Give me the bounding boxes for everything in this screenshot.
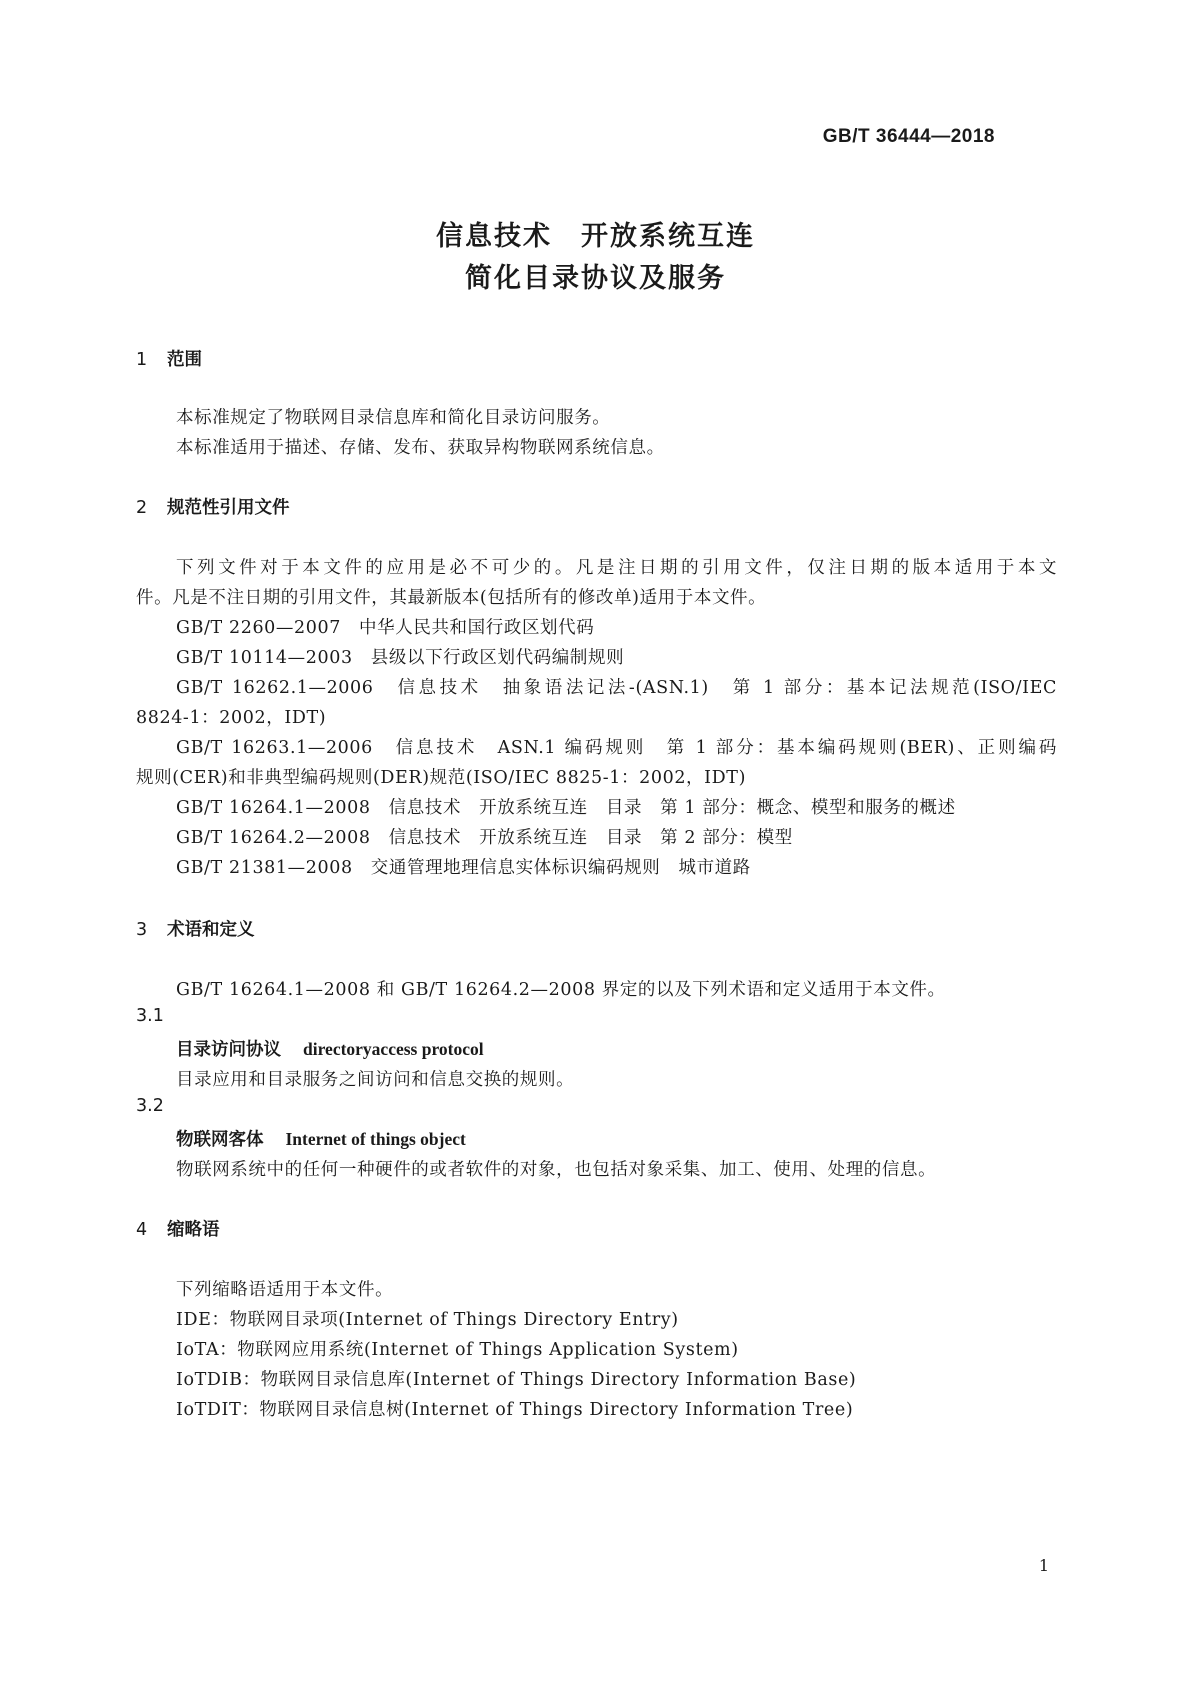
paragraph: 件。凡是不注日期的引用文件，其最新版本(包括所有的修改单)适用于本文件。 <box>136 588 767 608</box>
reference-item: GB/T 10114—2003 县级以下行政区划代码编制规则 <box>176 648 625 668</box>
paragraph: 本标准适用于描述、存储、发布、获取异构物联网系统信息。 <box>176 438 665 458</box>
abbreviation-item: IoTA：物联网应用系统(Internet of Things Application System) <box>176 1340 739 1360</box>
section-title: 规范性引用文件 <box>167 498 290 518</box>
section-number: 4 <box>136 1220 148 1240</box>
reference-item: GB/T 16262.1—2006 信息技术 抽象语法记法-(ASN.1) 第 1 部分：基本记法规范(ISO/IEC <box>176 678 1057 698</box>
term-chinese: 物联网客体 <box>176 1130 264 1150</box>
reference-item: GB/T 16264.1—2008 信息技术 开放系统互连 目录 第 1 部分：概念、模型和服务的概述 <box>176 798 956 818</box>
abbreviation-item: IDE：物联网目录项(Internet of Things Directory Entry) <box>176 1310 679 1330</box>
section-heading-normative-references <box>136 494 290 519</box>
term-entry <box>176 1126 466 1151</box>
term-definition: 物联网系统中的任何一种硬件的或者软件的对象，也包括对象采集、加工、使用、处理的信息。 <box>176 1160 937 1180</box>
term-number: 3.1 <box>136 1006 164 1026</box>
section-heading-terms-definitions <box>136 916 255 941</box>
section-number: 2 <box>136 498 148 518</box>
document-title-line-2: 简化目录协议及服务 <box>465 263 726 294</box>
term-english: Internet of things object <box>285 1129 466 1149</box>
term-number: 3.2 <box>136 1096 164 1116</box>
paragraph: 本标准规定了物联网目录信息库和简化目录访问服务。 <box>176 408 611 428</box>
standard-number: GB/T 36444—2018 <box>822 126 995 147</box>
reference-item-continued: 8824-1：2002，IDT) <box>136 708 327 728</box>
section-title: 术语和定义 <box>167 920 255 940</box>
section-number: 1 <box>136 350 148 370</box>
section-title: 范围 <box>167 350 202 370</box>
section-number: 3 <box>136 920 148 940</box>
paragraph: GB/T 16264.1—2008 和 GB/T 16264.2—2008 界定的以及下列术语和定义适用于本文件。 <box>176 980 946 1000</box>
abbreviation-item: IoTDIT：物联网目录信息树(Internet of Things Directory Information Tree) <box>176 1400 854 1420</box>
section-title: 缩略语 <box>167 1220 220 1240</box>
paragraph: 下列文件对于本文件的应用是必不可少的。凡是注日期的引用文件，仅注日期的版本适用于本文 <box>176 558 1057 578</box>
abbreviation-item: IoTDIB：物联网目录信息库(Internet of Things Directory Information Base) <box>176 1370 857 1390</box>
document-title-line-1: 信息技术 开放系统互连 <box>436 221 755 252</box>
term-chinese: 目录访问协议 <box>176 1040 281 1060</box>
reference-item: GB/T 21381—2008 交通管理地理信息实体标识编码规则 城市道路 <box>176 858 751 878</box>
reference-item-continued: 规则(CER)和非典型编码规则(DER)规范(ISO/IEC 8825-1：2002，IDT) <box>136 768 747 788</box>
paragraph: 下列缩略语适用于本文件。 <box>176 1280 394 1300</box>
term-definition: 目录应用和目录服务之间访问和信息交换的规则。 <box>176 1070 575 1090</box>
reference-item: GB/T 16264.2—2008 信息技术 开放系统互连 目录 第 2 部分：模型 <box>176 828 793 848</box>
page-number: 1 <box>1038 1556 1049 1575</box>
reference-item: GB/T 16263.1—2006 信息技术 ASN.1 编码规则 第 1 部分：基本编码规则(BER)、正则编码 <box>176 738 1057 758</box>
section-heading-scope <box>136 346 202 371</box>
term-entry <box>176 1036 484 1061</box>
reference-item: GB/T 2260—2007 中华人民共和国行政区划代码 <box>176 618 595 638</box>
term-english: directoryaccess protocol <box>303 1039 484 1059</box>
section-heading-abbreviations <box>136 1216 220 1241</box>
